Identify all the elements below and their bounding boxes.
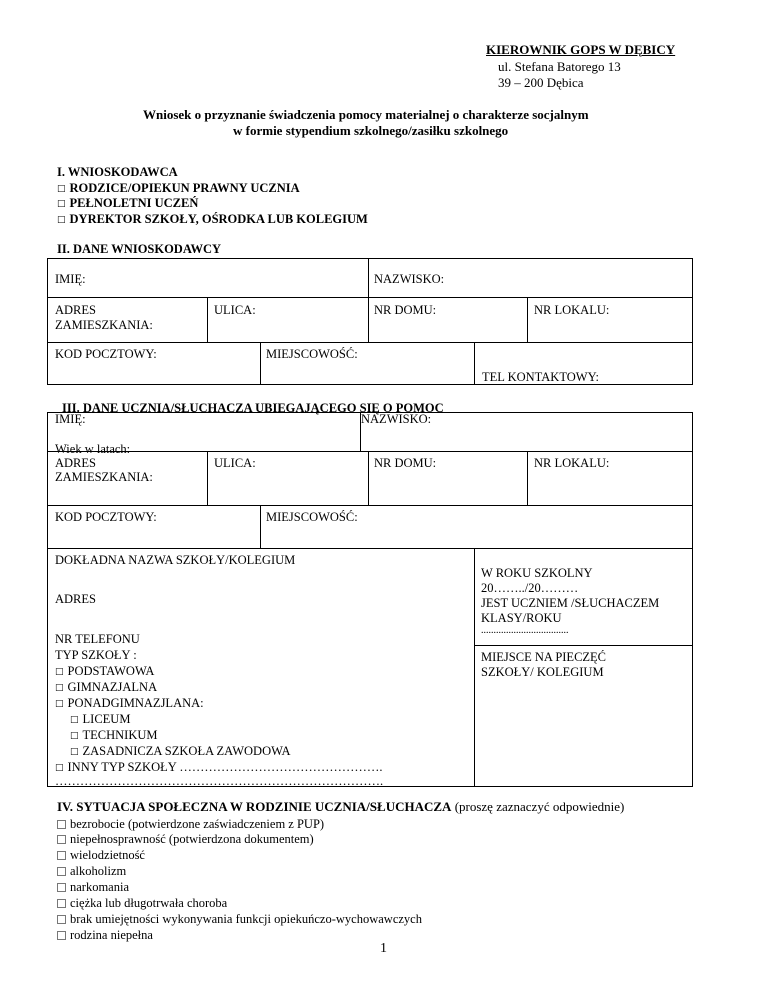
checkbox-icon	[57, 851, 66, 860]
school-type-label-text: PONADGIMNAZJLANA:	[67, 696, 204, 710]
social-item-illness[interactable]: ciężka lub długotrwała choroba	[57, 896, 227, 910]
applicant-first-name-field[interactable]: IMIĘ:	[55, 272, 86, 286]
student-street-field[interactable]: ULICA:	[214, 456, 256, 470]
school-type-label-text: ZASADNICZA SZKOŁA ZAWODOWA	[82, 744, 291, 758]
school-name-field[interactable]: DOKŁADNA NAZWA SZKOŁY/KOLEGIUM	[55, 553, 296, 567]
school-year-label-line3: JEST UCZNIEM /SŁUCHACZEM	[481, 596, 660, 610]
applicant-street-field[interactable]: ULICA:	[214, 303, 256, 317]
checkbox-icon: □	[55, 667, 64, 677]
applicant-address-label-line2: ZAMIESZKANIA:	[55, 318, 153, 332]
checkbox-icon: □	[55, 699, 64, 709]
checkbox-icon: □	[57, 199, 66, 209]
applicant-address-label-line1: ADRES	[55, 303, 96, 317]
applicant-city-field[interactable]: MIEJSCOWOŚĆ:	[266, 347, 358, 361]
checkbox-icon: □	[57, 184, 66, 194]
checkbox-icon: □	[70, 715, 79, 725]
section4-heading: IV. SYTUACJA SPOŁECZNA W RODZINIE UCZNIA/SŁUCHACZA (proszę zaznaczyć odpowiednie)	[57, 799, 625, 814]
applicant-last-name-field[interactable]: NAZWISKO:	[374, 272, 445, 286]
applicant-flat-number-field[interactable]: NR LOKALU:	[534, 303, 610, 317]
student-address-label-line1: ADRES	[55, 456, 96, 470]
school-type-vocational[interactable]	[70, 744, 291, 758]
applicant-option-label: DYREKTOR SZKOŁY, OŚRODKA LUB KOLEGIUM	[69, 212, 368, 226]
school-type-gimnazjum[interactable]	[55, 680, 157, 694]
school-year-label-line4: KLASY/ROKU	[481, 611, 562, 625]
social-item-unemployment[interactable]: bezrobocie (potwierdzone zaświadczeniem z PUP)	[57, 817, 324, 831]
school-type-label-text: GIMNAZJALNA	[67, 680, 158, 694]
school-phone-field[interactable]: NR TELEFONU	[55, 632, 140, 646]
school-type-liceum[interactable]	[70, 712, 130, 726]
student-first-name-field[interactable]: IMIĘ:	[55, 412, 86, 426]
social-item-alcoholism[interactable]: alkoholizm	[57, 864, 126, 878]
stamp-area-label-line2: SZKOŁY/ KOLEGIUM	[481, 665, 604, 679]
student-postal-code-field[interactable]: KOD POCZTOWY:	[55, 510, 157, 524]
school-address-field[interactable]: ADRES	[55, 592, 96, 606]
page-number: 1	[380, 941, 387, 956]
checkbox-icon	[57, 867, 66, 876]
student-age-field[interactable]: Wiek w latach:	[55, 442, 131, 456]
social-item-disability[interactable]: niepełnosprawność (potwierdzona dokumentem)	[57, 832, 314, 846]
applicant-phone-field[interactable]: TEL KONTAKTOWY:	[482, 370, 599, 384]
school-type-primary[interactable]	[55, 664, 154, 678]
student-city-field[interactable]: MIEJSCOWOŚĆ:	[266, 510, 358, 524]
school-type-label-text: LICEUM	[82, 712, 131, 726]
form-title-line2: w formie stypendium szkolnego/zasiłku szkolnego	[233, 123, 509, 138]
school-type-other-dots[interactable]: …………………………………………………………………….	[55, 774, 384, 788]
section2-heading: II. DANE WNIOSKODAWCY	[57, 242, 222, 256]
section3-heading: III. DANE UCZNIA/SŁUCHACZA UBIEGAJĄCEGO SIĘ O POMOC	[62, 401, 444, 415]
school-type-label-text: PODSTAWOWA	[67, 664, 155, 678]
checkbox-icon: □	[55, 763, 64, 773]
recipient-street: ul. Stefana Batorego 13	[498, 59, 621, 74]
applicant-house-number-field[interactable]: NR DOMU:	[374, 303, 437, 317]
school-type-label: TYP SZKOŁY :	[55, 648, 137, 662]
recipient-city: 39 – 200 Dębica	[498, 75, 584, 90]
checkbox-icon: □	[70, 747, 79, 757]
applicant-option-parents[interactable]	[57, 181, 300, 195]
social-item-parenting-skills[interactable]: brak umiejętności wykonywania funkcji opiekuńczo-wychowawczych	[57, 912, 422, 926]
checkbox-icon: □	[57, 215, 66, 225]
stamp-area-label-line1: MIEJSCE NA PIECZĘĆ	[481, 650, 607, 664]
student-last-name-field[interactable]: NAZWISKO:	[361, 412, 432, 426]
checkbox-icon: □	[70, 731, 79, 741]
school-year-label-line1: W ROKU SZKOLNY	[481, 566, 593, 580]
social-item-drug-addiction[interactable]: narkomania	[57, 880, 129, 894]
school-type-other[interactable]	[55, 760, 383, 774]
school-type-label-text: INNY TYP SZKOŁY ………………………………………….	[67, 760, 383, 774]
checkbox-icon	[57, 915, 66, 924]
school-year-field[interactable]: 20……../20………	[481, 581, 579, 595]
checkbox-icon	[57, 883, 66, 892]
applicant-option-adult-student[interactable]	[57, 196, 198, 210]
social-item-single-parent[interactable]: rodzina niepełna	[57, 928, 153, 942]
applicant-option-label: RODZICE/OPIEKUN PRAWNY UCZNIA	[69, 181, 300, 195]
checkbox-icon	[57, 820, 66, 829]
checkbox-icon	[57, 835, 66, 844]
school-type-label-text: TECHNIKUM	[82, 728, 158, 742]
social-item-large-family[interactable]: wielodzietność	[57, 848, 145, 862]
student-flat-number-field[interactable]: NR LOKALU:	[534, 456, 610, 470]
section1-heading: I. WNIOSKODAWCA	[57, 165, 178, 179]
recipient-title: KIEROWNIK GOPS W DĘBICY	[486, 42, 676, 57]
applicant-postal-code-field[interactable]: KOD POCZTOWY:	[55, 347, 157, 361]
school-type-secondary[interactable]	[55, 696, 204, 710]
form-title-line1: Wniosek o przyznanie świadczenia pomocy materialnej o charakterze socjalnym	[143, 107, 589, 122]
student-house-number-field[interactable]: NR DOMU:	[374, 456, 437, 470]
school-class-field[interactable]: ...................................	[481, 625, 569, 636]
checkbox-icon	[57, 931, 66, 940]
applicant-option-label: PEŁNOLETNI UCZEŃ	[69, 196, 199, 210]
checkbox-icon: □	[55, 683, 64, 693]
student-address-label-line2: ZAMIESZKANIA:	[55, 470, 153, 484]
checkbox-icon	[57, 899, 66, 908]
school-type-technikum[interactable]	[70, 728, 158, 742]
applicant-option-director[interactable]	[57, 212, 368, 226]
